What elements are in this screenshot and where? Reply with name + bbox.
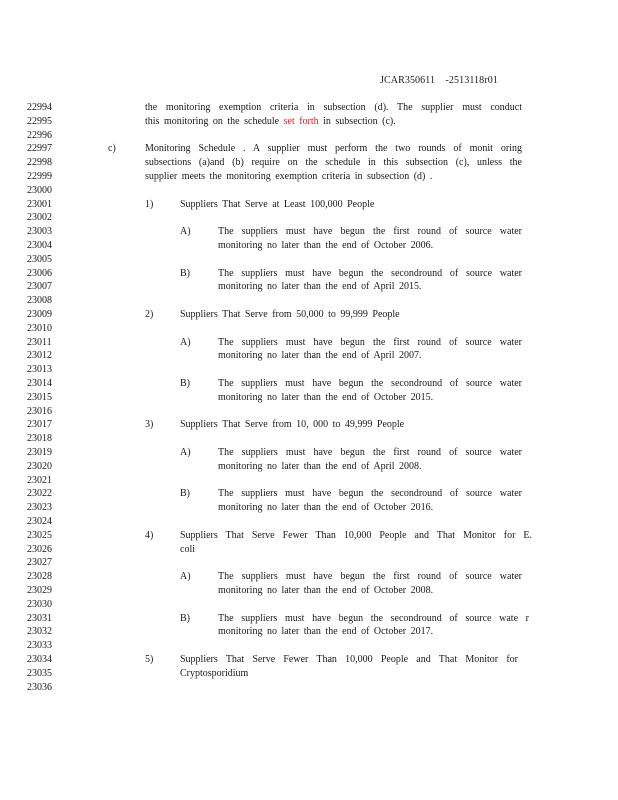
item-title: Suppliers That Serve Fewer Than 10,000 People and That Monitor for E. bbox=[180, 529, 532, 541]
line-number: 23035 bbox=[27, 667, 52, 679]
line-number: 23005 bbox=[27, 253, 52, 265]
section-c-line-3: supplier meets the monitoring exemption criteria in subsection (d) . bbox=[145, 171, 433, 182]
line-number: 23033 bbox=[27, 640, 52, 652]
line-number: 23032 bbox=[27, 626, 52, 638]
line-number: 23016 bbox=[27, 405, 52, 417]
item-title-continuation: Cryptosporidium bbox=[180, 667, 249, 679]
item-number: 4) bbox=[145, 529, 154, 541]
section-c-line-1: Monitoring Schedule . A supplier must perform the two rounds of monit oring bbox=[145, 143, 522, 155]
line-number: 23023 bbox=[27, 502, 52, 514]
line-number: 23029 bbox=[27, 585, 52, 596]
subitem-line-1: The suppliers must have begun the secondround of source water bbox=[218, 378, 522, 389]
subitem-label: A) bbox=[180, 571, 191, 583]
line-number: 23003 bbox=[27, 226, 52, 238]
line-number: 22994 bbox=[27, 102, 52, 113]
line-number: 23002 bbox=[27, 212, 52, 224]
subitem-line-1: The suppliers must have begun the first round of source water bbox=[218, 336, 522, 348]
line-number: 22998 bbox=[27, 157, 52, 169]
intro-line-2 bbox=[145, 115, 522, 129]
item-number: 1) bbox=[145, 198, 154, 210]
set-forth-highlight: set forth bbox=[283, 115, 319, 127]
line-number: 23004 bbox=[27, 240, 52, 251]
line-number: 23020 bbox=[27, 460, 52, 472]
document-header bbox=[380, 75, 498, 86]
subitem-line-2: monitoring no later than the end of April 2008. bbox=[218, 460, 422, 472]
section-c-label: c) bbox=[108, 143, 116, 155]
subitem-line-2: monitoring no later than the end of October 2008. bbox=[218, 585, 434, 596]
line-number: 23028 bbox=[27, 571, 52, 583]
subitem-line-2: monitoring no later than the end of April 2015. bbox=[218, 281, 422, 293]
line-number: 23018 bbox=[27, 433, 52, 445]
subitem-label: B) bbox=[180, 267, 190, 279]
line-number: 23027 bbox=[27, 557, 52, 569]
line-number: 23010 bbox=[27, 322, 52, 334]
item-title: Suppliers That Serve at Least 100,000 People bbox=[180, 198, 375, 210]
subitem-label: B) bbox=[180, 488, 190, 500]
subitem-label: B) bbox=[180, 378, 190, 389]
line-number: 23019 bbox=[27, 447, 52, 458]
line-number: 23021 bbox=[27, 474, 52, 486]
subitem-line-1: The suppliers must have begun the secondround of source water bbox=[218, 488, 522, 500]
line-number: 23001 bbox=[27, 198, 52, 210]
line-number: 23025 bbox=[27, 529, 52, 541]
line-number: 23031 bbox=[27, 612, 52, 624]
document-id: JCAR350611 bbox=[380, 75, 436, 86]
document-ref: -2513118r01 bbox=[445, 75, 498, 86]
line-number: 23022 bbox=[27, 488, 52, 500]
subitem-line-2: monitoring no later than the end of October 2017. bbox=[218, 626, 434, 638]
line-number: 23024 bbox=[27, 516, 52, 527]
line-number: 23008 bbox=[27, 295, 52, 307]
item-title: Suppliers That Serve Fewer Than 10,000 People and That Monitor for bbox=[180, 654, 518, 665]
subitem-line-1: The suppliers must have begun the first round of source water bbox=[218, 571, 522, 583]
line-number: 23011 bbox=[27, 336, 52, 348]
section-c-line-2: subsections (a)and (b) require on the schedule in this subsection (c), unless the bbox=[145, 157, 522, 169]
subitem-label: A) bbox=[180, 336, 191, 348]
line-number: 23030 bbox=[27, 598, 52, 610]
line-number: 23017 bbox=[27, 419, 52, 431]
line-number: 23013 bbox=[27, 364, 52, 376]
subitem-line-2: monitoring no later than the end of October 2015. bbox=[218, 391, 434, 403]
subitem-line-2: monitoring no later than the end of October 2016. bbox=[218, 502, 434, 514]
intro-line-1: the monitoring exemption criteria in subsection (d). The supplier must conduct bbox=[145, 102, 522, 113]
item-number: 5) bbox=[145, 654, 154, 665]
item-number: 2) bbox=[145, 309, 154, 320]
item-number: 3) bbox=[145, 419, 154, 431]
subitem-label: B) bbox=[180, 612, 190, 624]
line-number: 23000 bbox=[27, 184, 52, 196]
line-number: 23014 bbox=[27, 378, 52, 389]
line-number: 23034 bbox=[27, 654, 52, 665]
subitem-line-1: The suppliers must have begun the first round of source water bbox=[218, 226, 522, 238]
line-number: 23015 bbox=[27, 391, 52, 403]
line-number: 22995 bbox=[27, 115, 52, 127]
subitem-line-2: monitoring no later than the end of October 2006. bbox=[218, 240, 434, 251]
subitem-line-2: monitoring no later than the end of April 2007. bbox=[218, 350, 422, 362]
line-number: 23006 bbox=[27, 267, 52, 279]
line-number: 22997 bbox=[27, 143, 52, 155]
subitem-line-1: The suppliers must have begun the secondround of source wate r bbox=[218, 612, 529, 624]
item-title-continuation: coli bbox=[180, 543, 195, 555]
subitem-label: A) bbox=[180, 447, 191, 458]
subitem-label: A) bbox=[180, 226, 191, 238]
line-number: 22999 bbox=[27, 171, 52, 182]
item-title: Suppliers That Serve from 50,000 to 99,999 People bbox=[180, 309, 400, 320]
line-number: 23026 bbox=[27, 543, 52, 555]
intro-line-2-end: in subsection (c). bbox=[318, 115, 396, 127]
line-number: 23012 bbox=[27, 350, 52, 362]
line-number: 23009 bbox=[27, 309, 52, 320]
item-title: Suppliers That Serve from 10, 000 to 49,999 People bbox=[180, 419, 405, 431]
line-number: 23007 bbox=[27, 281, 52, 293]
intro-line-2-text: this monitoring on the schedule bbox=[145, 115, 284, 127]
subitem-line-1: The suppliers must have begun the secondround of source water bbox=[218, 267, 522, 279]
line-number: 22996 bbox=[27, 129, 52, 141]
line-number: 23036 bbox=[27, 681, 52, 693]
subitem-line-1: The suppliers must have begun the first round of source water bbox=[218, 447, 522, 458]
